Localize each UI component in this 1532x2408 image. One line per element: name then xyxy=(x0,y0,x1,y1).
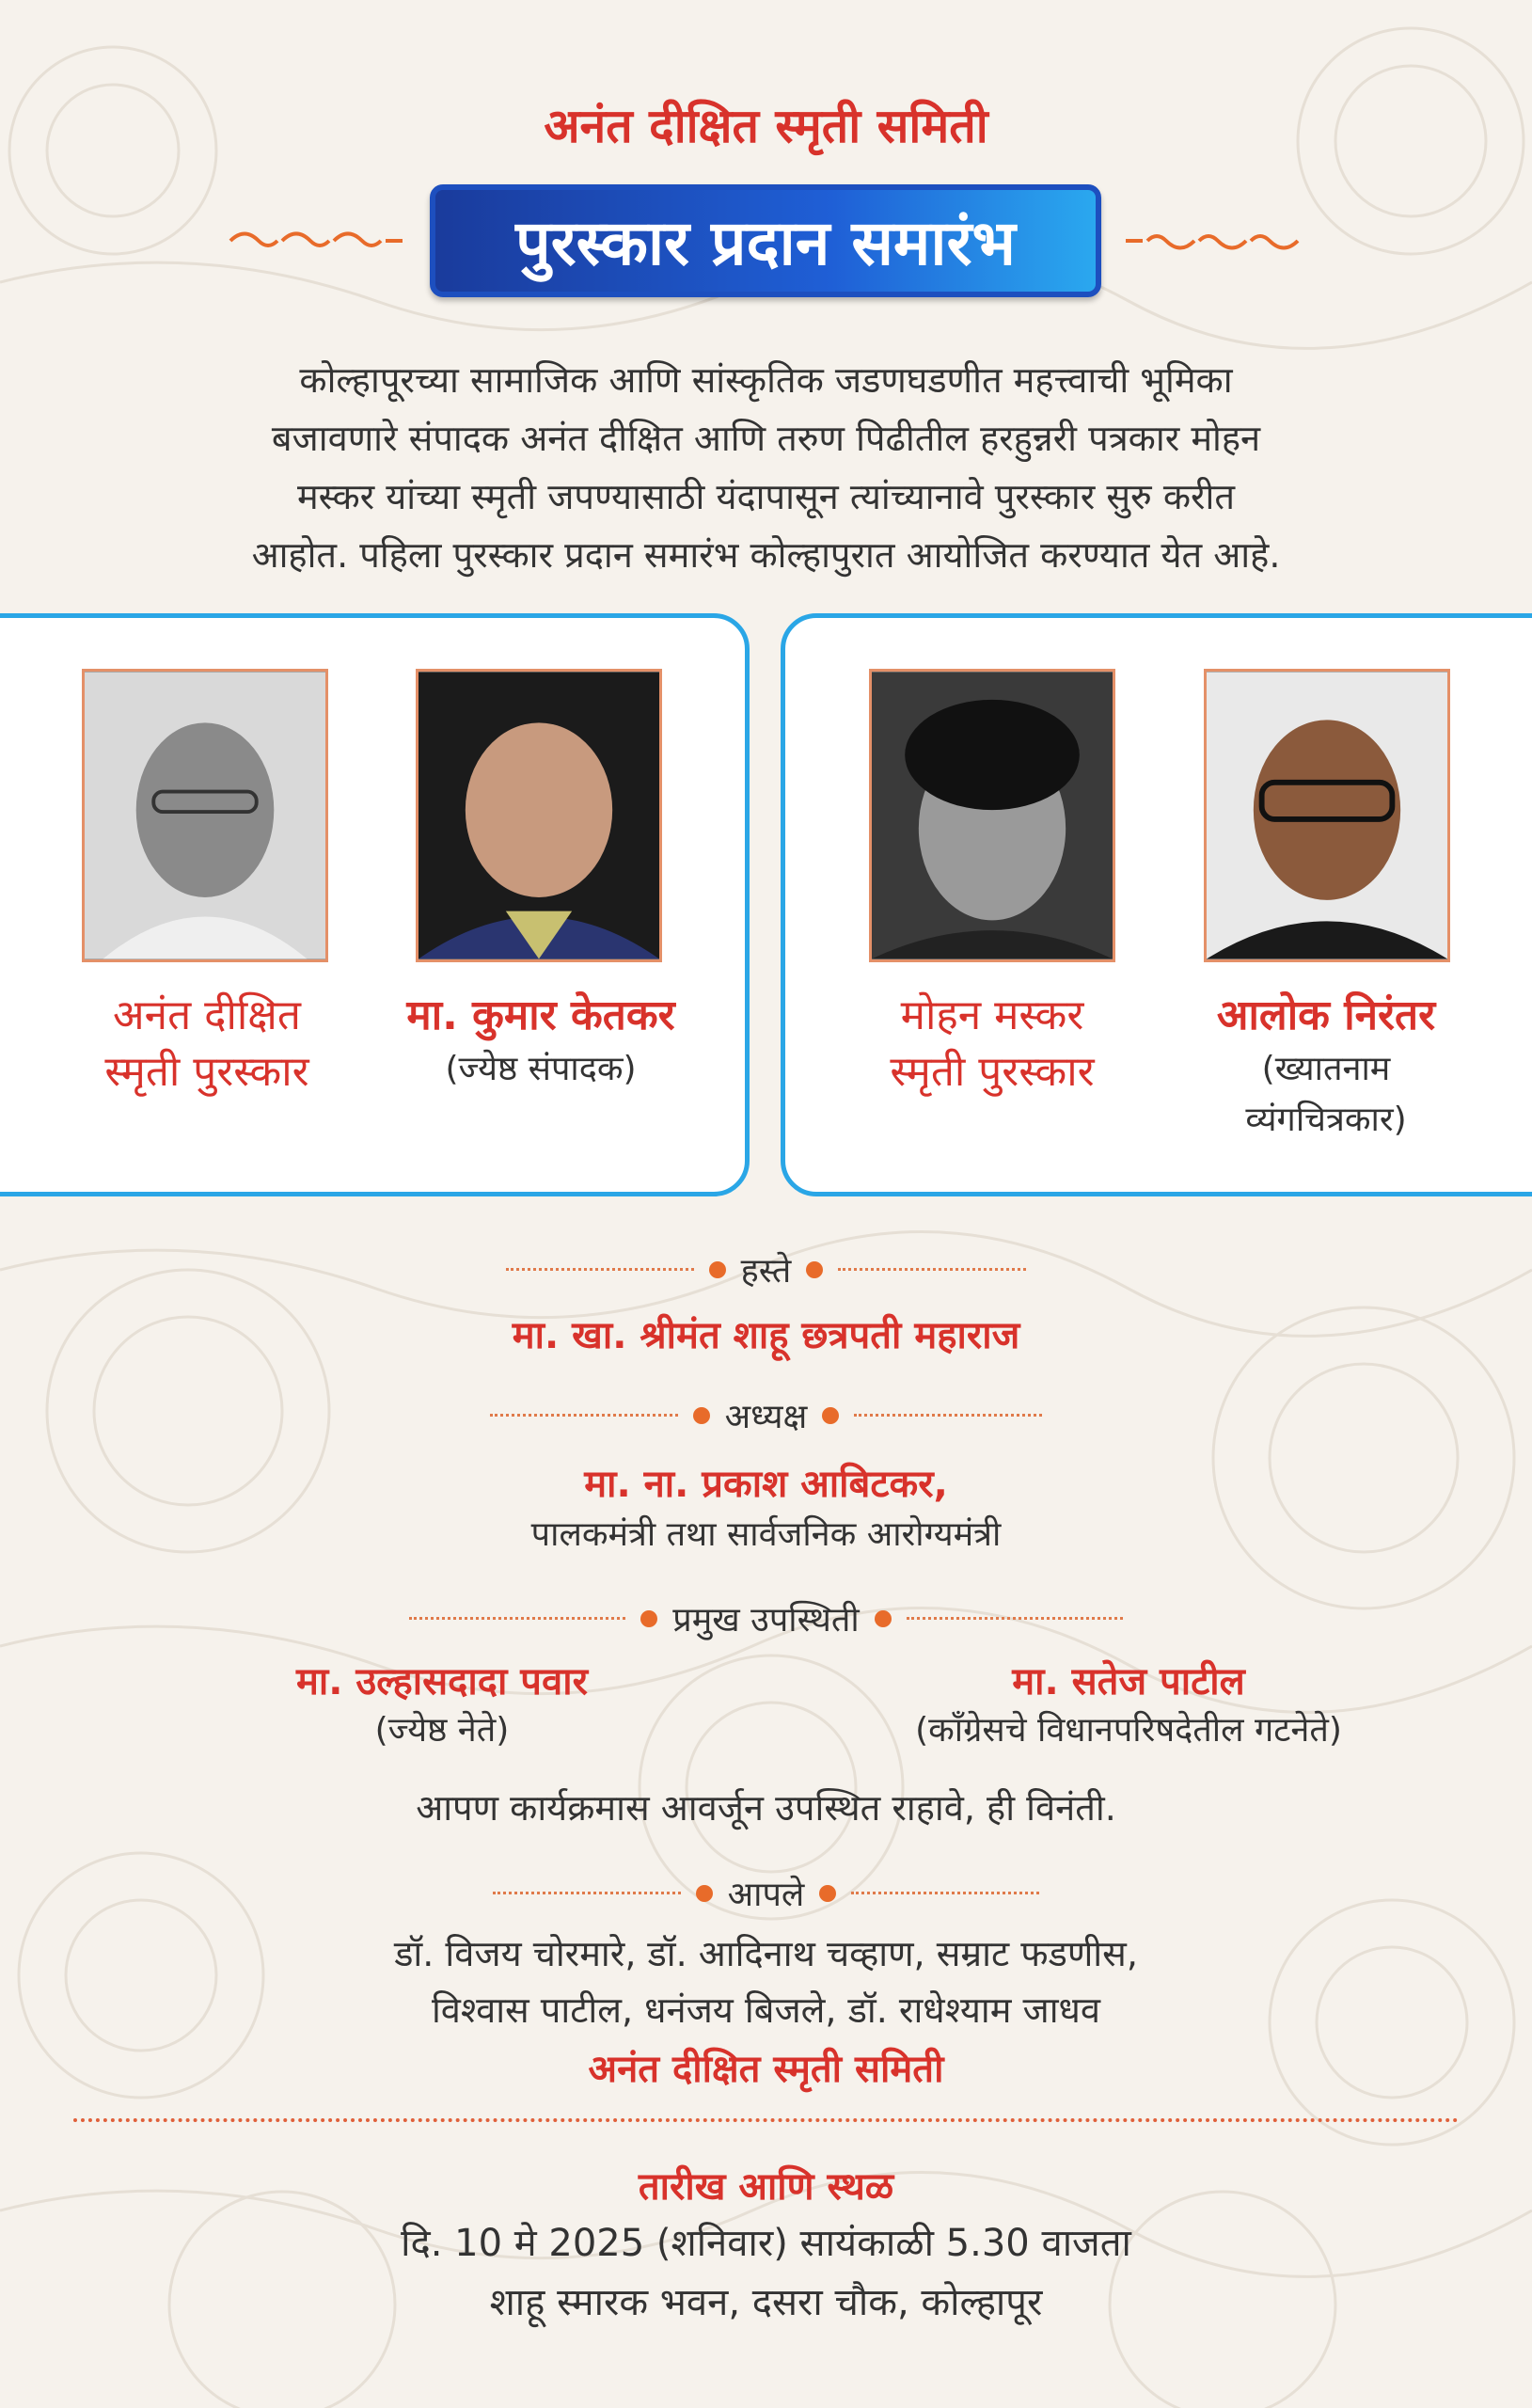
recipient-name: आलोक निरंतर xyxy=(1216,991,1436,1039)
hosts-line-2: विश्वास पाटील, धनंजय बिजले, डॉ. राधेश्याम जाधव xyxy=(431,1989,1101,2031)
photo-alok-nirantar xyxy=(1204,669,1450,962)
divider-line xyxy=(854,1414,1042,1417)
award-name-mohan-maskar xyxy=(842,988,1143,1101)
pramukh-label: प्रमुख उपस्थिती xyxy=(672,1601,860,1640)
recipient-kumar-ketkar xyxy=(367,988,715,1095)
section-divider xyxy=(73,2118,1459,2122)
adhyaksha-label: अध्यक्ष xyxy=(724,1398,808,1436)
event-datetime: दि. 10 मे 2025 (शनिवार) सायंकाळी 5.30 वाजता xyxy=(401,2222,1131,2265)
award-line: स्मृती पुरस्कार xyxy=(104,1048,309,1096)
guest-name: मा. उल्हासदादा पवार xyxy=(295,1660,588,1703)
award-line: अनंत दीक्षित xyxy=(113,991,301,1039)
haste-label: हस्ते xyxy=(740,1252,792,1291)
event-title-banner: पुरस्कार प्रदान समारंभ xyxy=(430,184,1101,297)
bullet-dot xyxy=(640,1610,657,1627)
bullet-dot xyxy=(875,1610,892,1627)
divider-line xyxy=(506,1268,694,1271)
award-line: स्मृती पुरस्कार xyxy=(890,1048,1095,1096)
committee-name-top: अनंत दीक्षित स्मृती समिती xyxy=(544,99,988,153)
aapale-label: आपले xyxy=(727,1876,805,1914)
adhyaksha-name: मा. ना. प्रकाश आबिटकर, xyxy=(584,1463,948,1506)
intro-line: बजावणारे संपादक अनंत दीक्षित आणि तरुण पिढीतील हरहुन्नरी पत्रकार मोहन xyxy=(271,418,1261,459)
award-name-anant-dixit xyxy=(56,988,357,1101)
guest-name: मा. सतेज पाटील xyxy=(1012,1660,1245,1703)
guest-title: (ज्येष्ठ नेते) xyxy=(374,1711,510,1750)
intro-paragraph xyxy=(141,351,1391,584)
intro-line: कोल्हापूरच्या सामाजिक आणि सांस्कृतिक जडणघडणीत महत्त्वाची भूमिका xyxy=(299,359,1233,401)
recipient-name: मा. कुमार केतकर xyxy=(406,991,675,1039)
award-line: मोहन मस्कर xyxy=(900,991,1084,1039)
right-swirl-ornament xyxy=(1124,222,1303,260)
adhyaksha-title: पालकमंत्री तथा सार्वजनिक आरोग्यमंत्री xyxy=(530,1515,1002,1554)
divider-line xyxy=(907,1617,1123,1620)
photo-kumar-ketkar xyxy=(416,669,662,962)
bullet-dot xyxy=(696,1885,713,1902)
guest-satej-patil xyxy=(828,1654,1429,1751)
invitation-request: आपण कार्यक्रमास आवर्जून उपस्थित राहावे, ही विनंती. xyxy=(416,1787,1116,1829)
intro-line: मस्कर यांच्या स्मृती जपण्यासाठी यंदापासून त्यांच्यानावे पुरस्कार सुरु करीत xyxy=(296,476,1236,517)
recipient-role: (ख्यातनाम xyxy=(1261,1050,1391,1088)
bullet-dot xyxy=(693,1407,710,1424)
divider-line xyxy=(409,1617,625,1620)
recipient-alok-nirantar xyxy=(1157,988,1495,1146)
hosts-line-1: डॉ. विजय चोरमारे, डॉ. आदिनाथ चव्हाण, सम्राट फडणीस, xyxy=(394,1933,1138,1974)
guest-ulhasdada-pawar xyxy=(226,1654,658,1751)
divider-line xyxy=(493,1892,681,1894)
bullet-dot xyxy=(819,1885,836,1902)
venue-label: तारीख आणि स्थळ xyxy=(638,2165,894,2209)
photo-anant-dixit xyxy=(82,669,328,962)
intro-line: आहोत. पहिला पुरस्कार प्रदान समारंभ कोल्हापुरात आयोजित करण्यात येत आहे. xyxy=(251,534,1281,576)
divider-line xyxy=(851,1892,1039,1894)
haste-heading xyxy=(0,1246,1532,1292)
photo-mohan-maskar xyxy=(869,669,1115,962)
hosts-committee: अनंत दीक्षित स्मृती समिती xyxy=(588,2048,944,2091)
recipient-role: व्यंगचित्रकार) xyxy=(1245,1101,1407,1139)
bullet-dot xyxy=(822,1407,839,1424)
aapale-heading xyxy=(0,1870,1532,1916)
haste-name: मा. खा. श्रीमंत शाहू छत्रपती महाराज xyxy=(512,1314,1020,1357)
divider-line xyxy=(490,1414,678,1417)
bullet-dot xyxy=(806,1261,823,1278)
bullet-dot xyxy=(709,1261,726,1278)
recipient-role: (ज्येष्ठ संपादक) xyxy=(445,1050,637,1088)
adhyaksha-heading xyxy=(0,1392,1532,1438)
guest-title: (काँग्रेसचे विधानपरिषदेतील गटनेते) xyxy=(915,1711,1342,1750)
pramukh-heading xyxy=(0,1595,1532,1641)
divider-line xyxy=(838,1268,1026,1271)
event-place: शाहू स्मारक भवन, दसरा चौक, कोल्हापूर xyxy=(489,2281,1043,2324)
left-swirl-ornament xyxy=(226,222,404,260)
